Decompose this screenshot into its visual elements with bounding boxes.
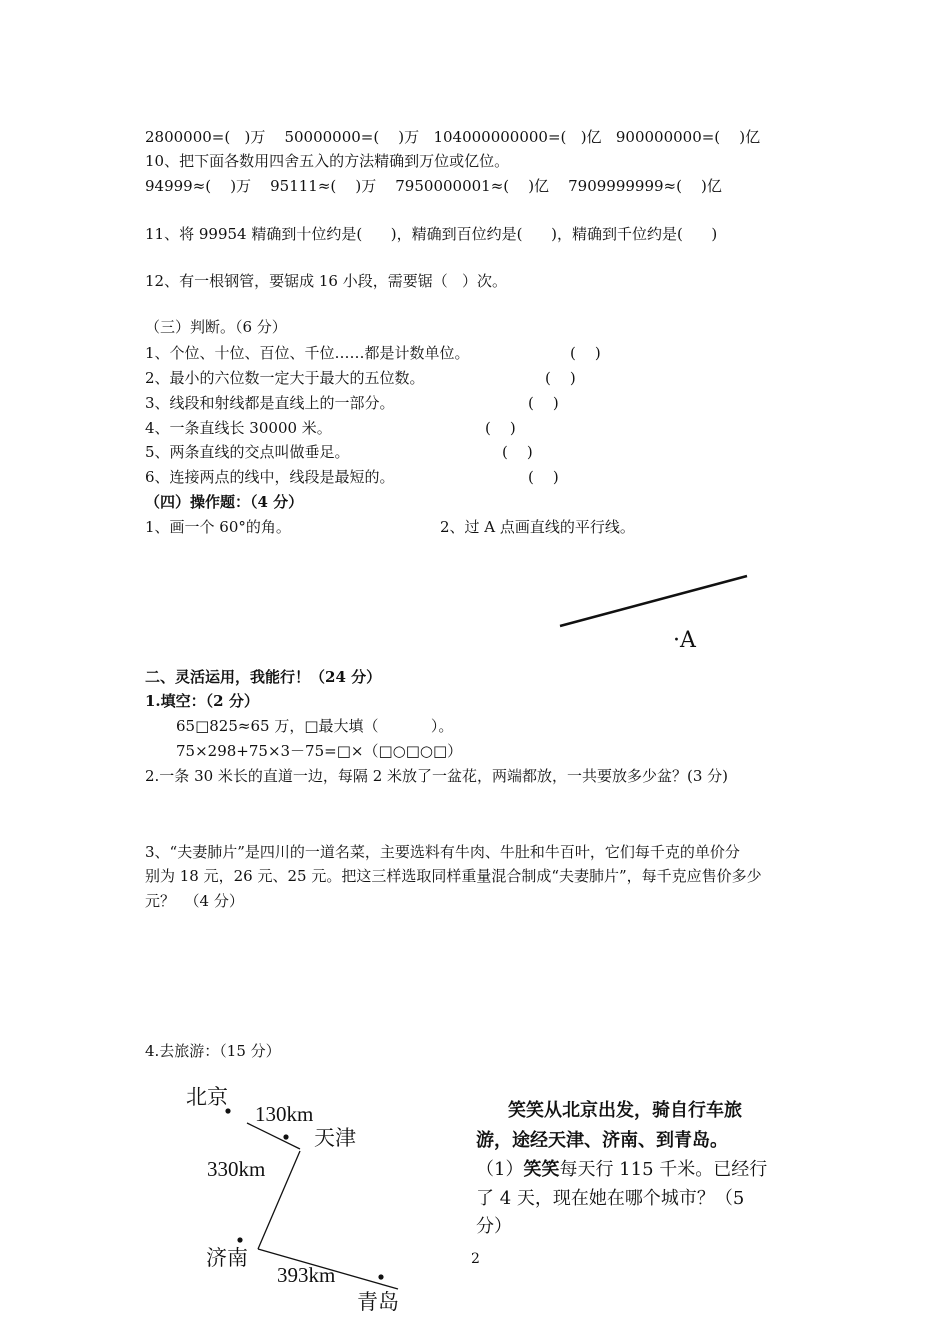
question-12: 12、有一根钢管，要锯成 16 小段，需要锯（ ）次。 bbox=[145, 272, 508, 290]
judge-5: 5、两条直线的交点叫做垂足。 bbox=[145, 443, 350, 461]
distance-2: 330km bbox=[207, 1157, 266, 1181]
problem-3-line-3: 元？ （4 分） bbox=[145, 892, 244, 910]
story-line-2: 游，途经天津、济南、到青岛。 bbox=[476, 1130, 728, 1151]
tianjin-point bbox=[283, 1134, 288, 1139]
city-jinan: 济南 bbox=[206, 1246, 248, 1270]
section-judge-title: （三）判断。（6 分） bbox=[145, 318, 287, 336]
problem-4-title: 4.去旅游：（15 分） bbox=[145, 1042, 281, 1060]
story-line-4: 了 4 天，现在她在哪个城市？（5 bbox=[476, 1188, 745, 1209]
city-tianjin: 天津 bbox=[314, 1126, 356, 1150]
judge-4: 4、一条直线长 30000 米。 bbox=[145, 419, 332, 437]
judge-1: 1、个位、十位、百位、千位……都是计数单位。 bbox=[145, 344, 470, 362]
question-11: 11、将 99954 精确到十位约是( )，精确到百位约是( )，精确到千位约是( ) bbox=[145, 225, 718, 243]
city-beijing: 北京 bbox=[186, 1085, 228, 1109]
judge-2: 2、最小的六位数一定大于最大的五位数。 bbox=[145, 369, 425, 387]
story-line-3-prefix: （1） bbox=[476, 1159, 524, 1180]
section-operate-title: （四）操作题：（4 分） bbox=[145, 493, 304, 511]
fill-1: 65□825≈65 万，□最大填（ ）。 bbox=[176, 717, 454, 735]
story-line-5: 分） bbox=[476, 1216, 512, 1237]
judge-4-blank: ( ) bbox=[485, 419, 516, 437]
judge-1-blank: ( ) bbox=[570, 344, 601, 362]
qingdao-point bbox=[378, 1274, 383, 1279]
judge-6: 6、连接两点的线中，线段是最短的。 bbox=[145, 468, 395, 486]
operate-1: 1、画一个 60°的角。 bbox=[145, 518, 291, 536]
story-line-3-name: 笑笑 bbox=[523, 1159, 560, 1180]
distance-3: 393km bbox=[277, 1263, 336, 1287]
story-line-1: 笑笑从北京出发，骑自行车旅 bbox=[508, 1100, 742, 1121]
round-line: 94999≈( )万 95111≈( )万 7950000001≈( )亿 7909999999≈( )亿 bbox=[145, 177, 722, 195]
problem-2: 2.一条 30 米长的直道一边，每隔 2 米放了一盆花，两端都放，一共要放多少盆？(3 分) bbox=[145, 767, 729, 785]
operate-2: 2、过 A 点画直线的平行线。 bbox=[440, 518, 635, 536]
judge-6-blank: ( ) bbox=[528, 468, 559, 486]
judge-3: 3、线段和射线都是直线上的一部分。 bbox=[145, 394, 395, 412]
story-line-3 bbox=[476, 1156, 767, 1184]
fill-title: 1.填空：（2 分） bbox=[145, 692, 259, 710]
part-2-title: 二、灵活运用，我能行！（24 分） bbox=[145, 668, 382, 686]
convert-line: 2800000=( )万 50000000=( )万 104000000000=( )亿 900000000=( )亿 bbox=[145, 128, 761, 146]
problem-3-line-1: 3、“夫妻肺片”是四川的一道名菜，主要选料有牛肉、牛肚和牛百叶，它们每千克的单价分 bbox=[145, 843, 740, 861]
judge-5-blank: ( ) bbox=[502, 443, 533, 461]
problem-3-line-2: 别为 18 元，26 元、25 元。把这三样选取同样重量混合制成“夫妻肺片”，每千克应售价多少 bbox=[145, 867, 762, 885]
jinan-point bbox=[237, 1237, 242, 1242]
fill-2: 75×298+75×3－75=□×（□○□○□） bbox=[176, 742, 463, 760]
story-line-3-rest: 每天行 115 千米。已经行 bbox=[559, 1159, 768, 1180]
city-qingdao: 青岛 bbox=[357, 1290, 399, 1314]
question-10: 10、把下面各数用四舍五入的方法精确到万位或亿位。 bbox=[145, 152, 510, 170]
given-line bbox=[560, 576, 747, 626]
judge-3-blank: ( ) bbox=[528, 394, 559, 412]
distance-1: 130km bbox=[255, 1102, 314, 1126]
judge-2-blank: ( ) bbox=[545, 369, 576, 387]
page-number: 2 bbox=[471, 1251, 480, 1267]
point-a-label: ·A bbox=[673, 628, 696, 653]
